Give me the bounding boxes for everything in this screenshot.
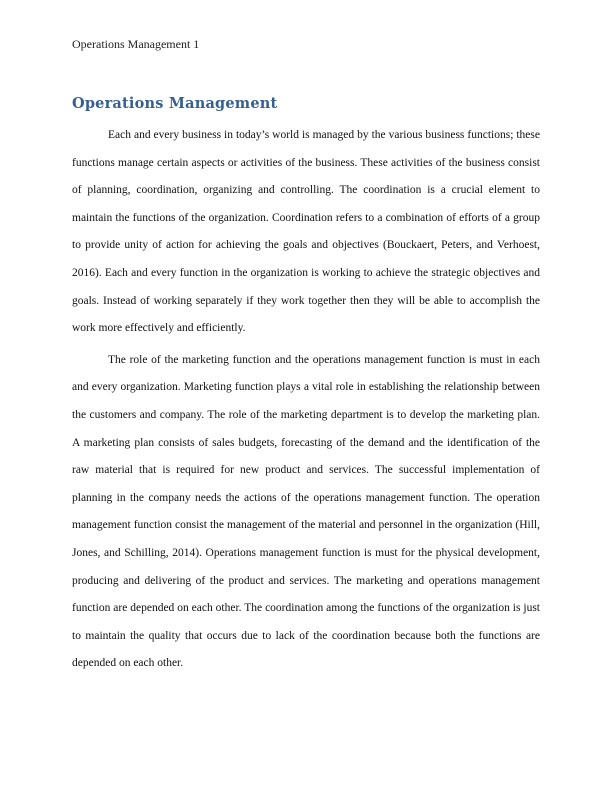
- body-paragraph: Each and every business in today’s world is managed by the various business functions; these functions manage certain aspects or activities of the business. These activities of the business consist of planning, coordination, organizing and controlling. The coordination is a crucial element to maintain the functions of the organization. Coordination refers to a combination of efforts of a group to provide unity of action for achieving the goals and objectives (Bouckaert, Peters, and Verhoest, 2016). Each and every function in the organization is working to achieve the strategic objectives and goals. Instead of working separately if they work together then they will be able to accomplish the work more effectively and efficiently.: [72, 129, 540, 335]
- document-title: Operations Management: [72, 95, 278, 112]
- body-paragraph: The role of the marketing function and the operations management function is must in each and every organization. Marketing function plays a vital role in establishing the relationship between the customers and company. The role of the marketing department is to develop the marketing plan. A marketing plan consists of sales budgets, forecasting of the demand and the identification of the raw material that is required for new product and services. The successful implementation of planning in the company needs the actions of the operations management function. The operation management function consist the management of the material and personnel in the organization (Hill, Jones, and Schilling, 2014). Operations management function is must for the physical development, producing and delivering of the product and services. The marketing and operations management function are depended on each other. The coordination among the functions of the organization is just to maintain the quality that occurs due to lack of the coordination because both the functions are depended on each other.: [72, 353, 540, 670]
- document-body: [72, 122, 540, 678]
- running-header: Operations Management 1: [72, 37, 200, 51]
